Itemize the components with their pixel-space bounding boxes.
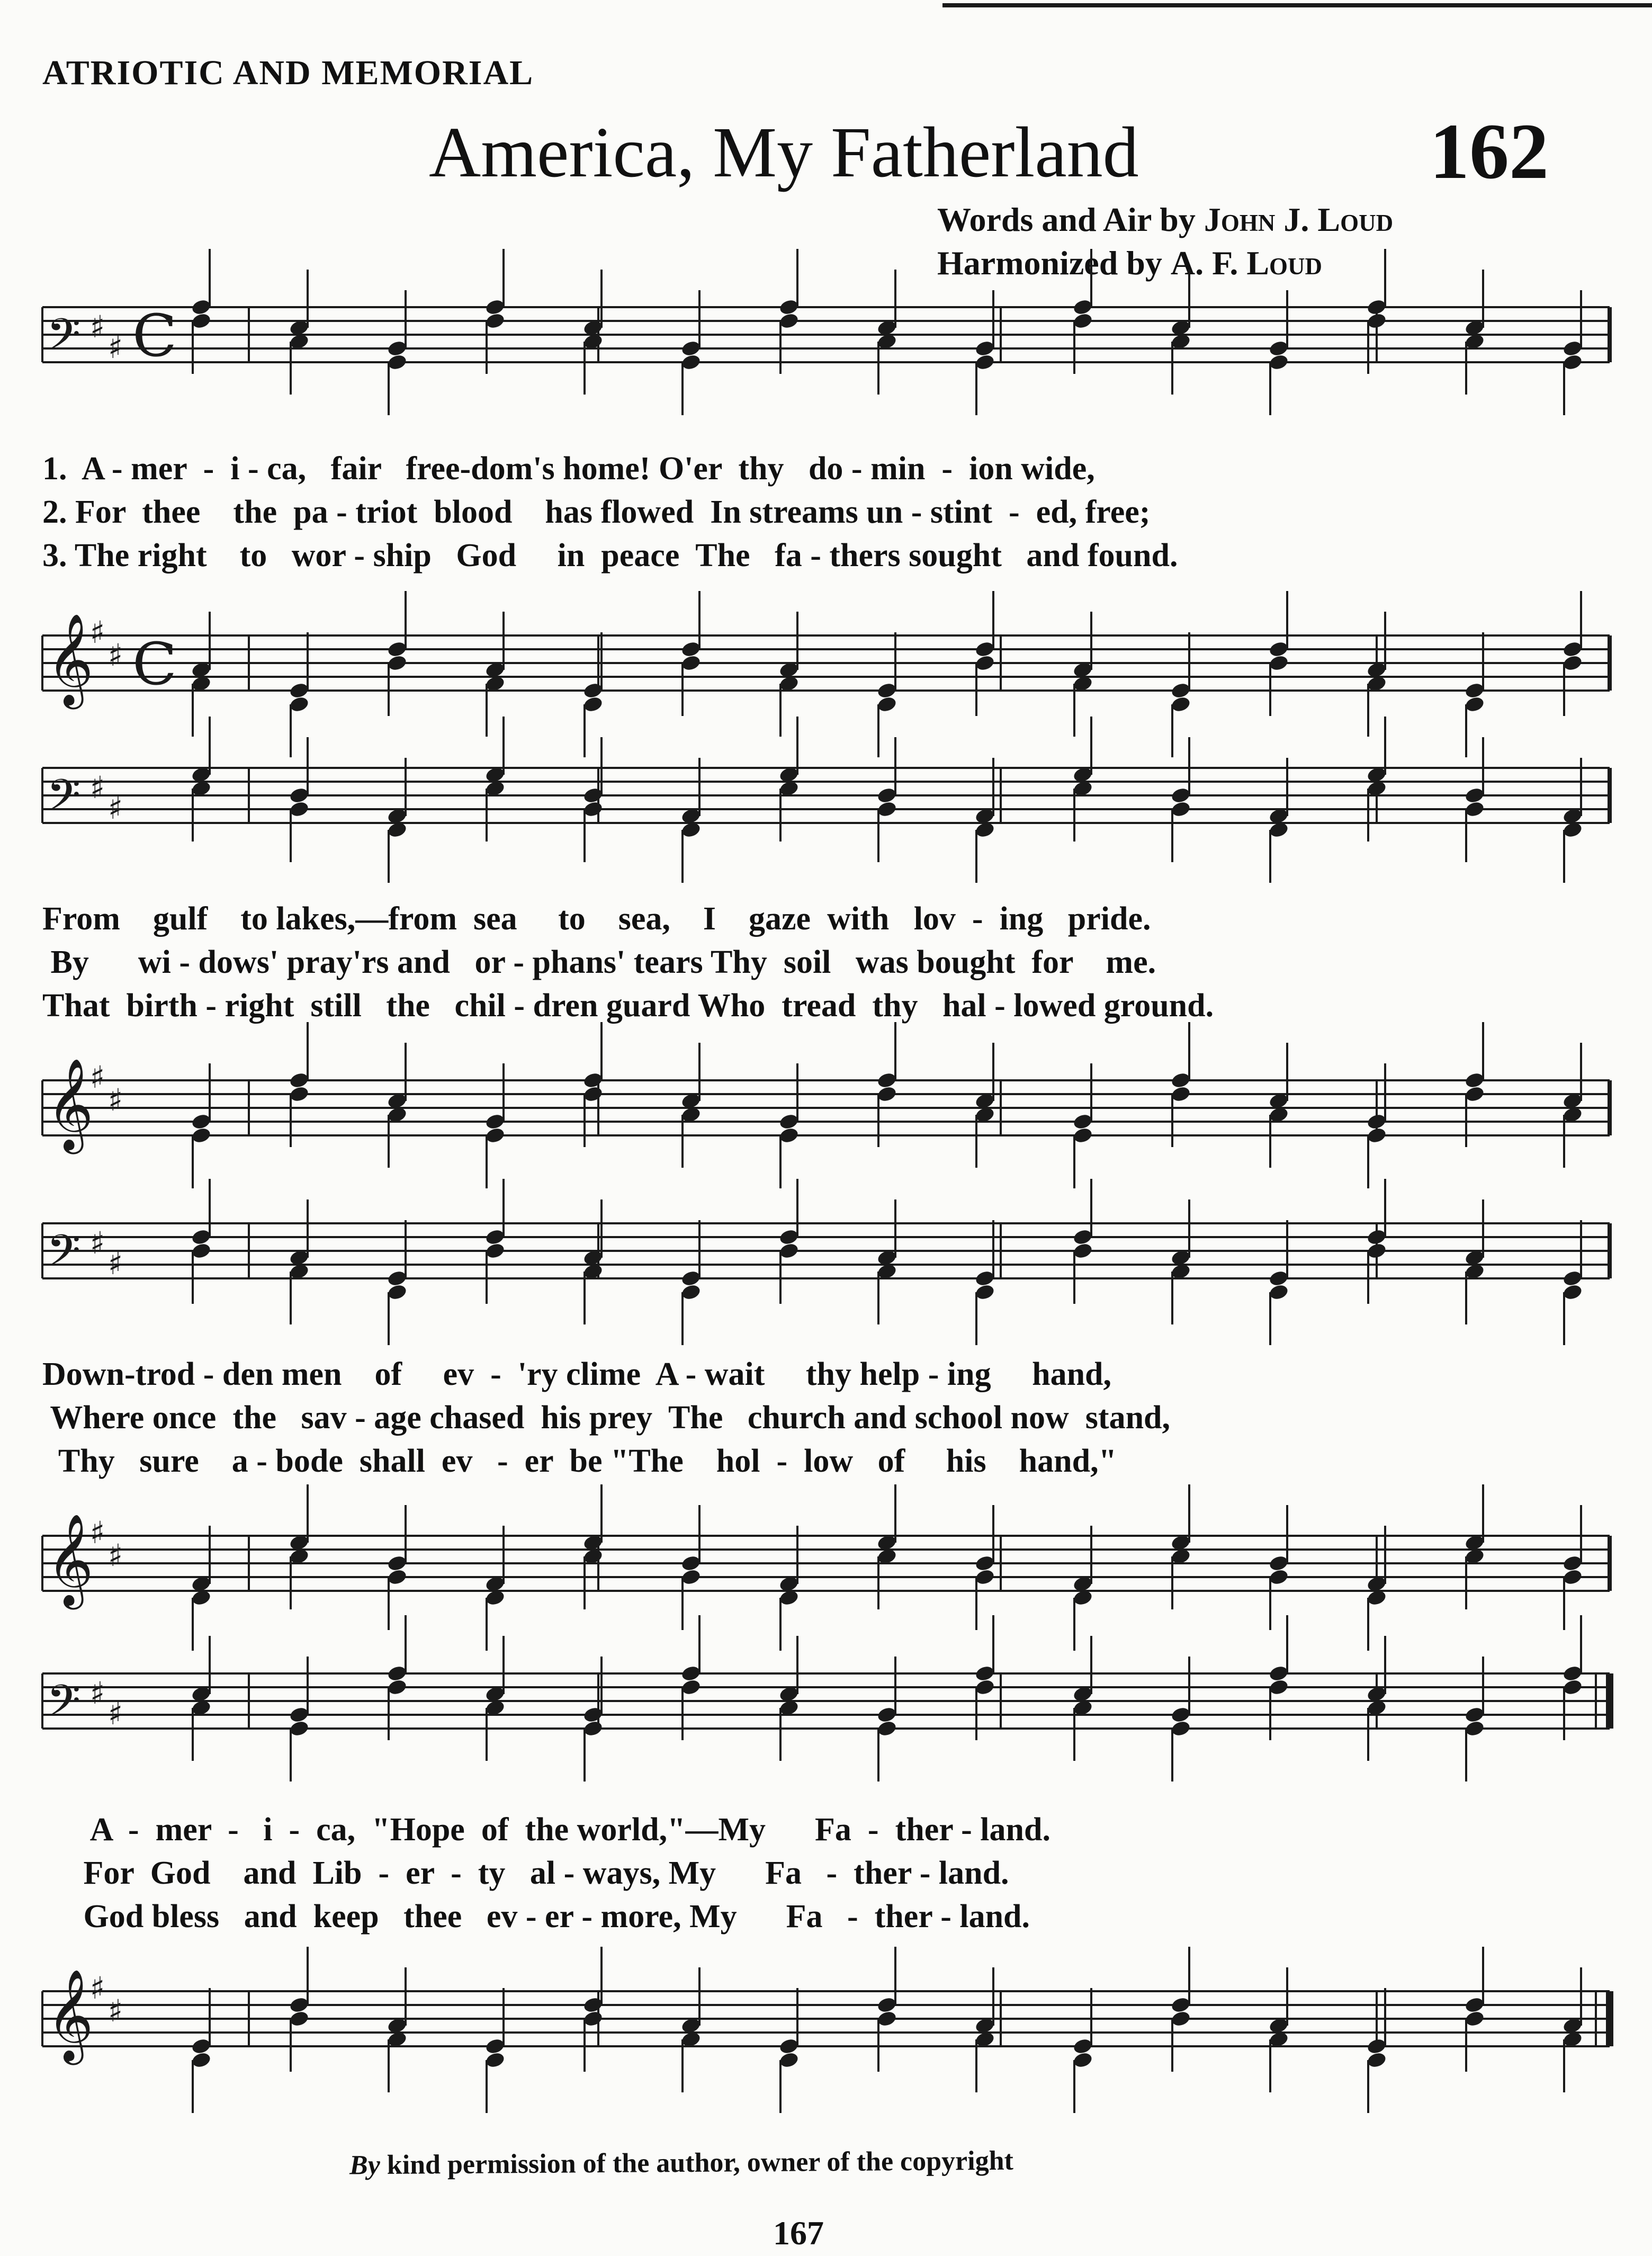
sharp-icon: ♯ (90, 309, 105, 345)
treble-clef-icon: 𝄞 (47, 1058, 94, 1150)
verse-2-line-4: For God and Lib - er - ty al - ways, My Fa - ther - land. (42, 1855, 1009, 1891)
sharp-icon: ♯ (90, 769, 105, 805)
section-heading: ATRIOTIC AND MEMORIAL (42, 53, 534, 92)
treble-staff-system-4 (0, 1959, 1652, 2118)
copyright-note-prefix: By (349, 2150, 380, 2181)
words-credit (937, 200, 1393, 239)
sharp-icon: ♯ (108, 790, 123, 826)
sharp-icon: ♯ (90, 1515, 105, 1551)
sharp-icon: ♯ (108, 637, 123, 673)
treble-clef-icon: 𝄞 (47, 1514, 94, 1606)
harmony-credit-prefix: Harmonized by (937, 244, 1162, 282)
bass-staff-system-4 (0, 1642, 1652, 1801)
bass-clef-icon: 𝄢 (47, 309, 81, 371)
common-time-icon: C (132, 630, 177, 698)
sharp-icon: ♯ (108, 329, 123, 365)
copyright-note (349, 2145, 1013, 2181)
sharp-icon: ♯ (108, 1993, 123, 2029)
page-number: 167 (773, 2214, 824, 2252)
verse-2-line-3: Where once the sav - age chased his prey The church and school now stand, (42, 1400, 1171, 1436)
hymn-title: America, My Fatherland (429, 113, 1139, 192)
top-rule (942, 3, 1652, 7)
bass-staff-system-1 (0, 275, 1652, 434)
sharp-icon: ♯ (108, 1246, 123, 1282)
bass-staff-system-3 (0, 1192, 1652, 1350)
treble-clef-icon: 𝄞 (47, 1969, 94, 2061)
treble-clef-icon: 𝄞 (47, 613, 94, 705)
verse-3-line-2: That birth - right still the chil - dren guard Who tread thy hal - lowed ground. (42, 988, 1214, 1024)
treble-staff-system-2 (0, 1049, 1652, 1207)
verse-3-line-1: 3. The right to wor - ship God in peace The fa - thers sought and found. (42, 538, 1178, 574)
common-time-icon: C (132, 302, 177, 370)
words-credit-prefix: Words and Air by (937, 201, 1196, 238)
verse-2-line-1: 2. For thee the pa - triot blood has flowed In streams un - stint - ed, free; (42, 494, 1151, 530)
sharp-icon: ♯ (90, 1059, 105, 1095)
verse-1-line-4: A - mer - i - ca, "Hope of the world,"—My Fa - ther - land. (42, 1812, 1051, 1848)
harmony-credit-name: A. F. Loud (1170, 244, 1322, 282)
verse-1-line-3: Down-trod - den men of ev - 'ry clime A - wait thy help - ing hand, (42, 1356, 1112, 1392)
sharp-icon: ♯ (90, 1970, 105, 2006)
treble-staff-system-3 (0, 1504, 1652, 1663)
copyright-note-text: kind permission of the author, owner of the copyright (387, 2145, 1014, 2180)
hymn-number: 162 (1430, 108, 1549, 195)
verse-2-line-2: By wi - dows' pray'rs and or - phans' tears Thy soil was bought for me. (42, 944, 1156, 980)
sharp-icon: ♯ (108, 1696, 123, 1732)
sharp-icon: ♯ (90, 1225, 105, 1261)
bass-clef-icon: 𝄢 (47, 1675, 81, 1737)
sharp-icon: ♯ (108, 1082, 123, 1118)
bass-clef-icon: 𝄢 (47, 769, 81, 831)
verse-3-line-4: God bless and keep thee ev - er - more, My Fa - ther - land. (42, 1899, 1030, 1935)
sharp-icon: ♯ (108, 1537, 123, 1573)
verse-1-line-1: 1. A - mer - i - ca, fair free-dom's home! O'er thy do - min - ion wide, (42, 451, 1095, 487)
verse-1-line-2: From gulf to lakes,—from sea to sea, I gaze with lov - ing pride. (42, 901, 1151, 937)
sharp-icon: ♯ (90, 614, 105, 650)
words-credit-name: John J. Loud (1204, 201, 1394, 238)
sharp-icon: ♯ (90, 1675, 105, 1711)
bass-staff-system-2 (0, 736, 1652, 895)
verse-3-line-3: Thy sure a - bode shall ev - er be "The hol - low of his hand," (42, 1443, 1117, 1479)
bass-clef-icon: 𝄢 (47, 1225, 81, 1287)
